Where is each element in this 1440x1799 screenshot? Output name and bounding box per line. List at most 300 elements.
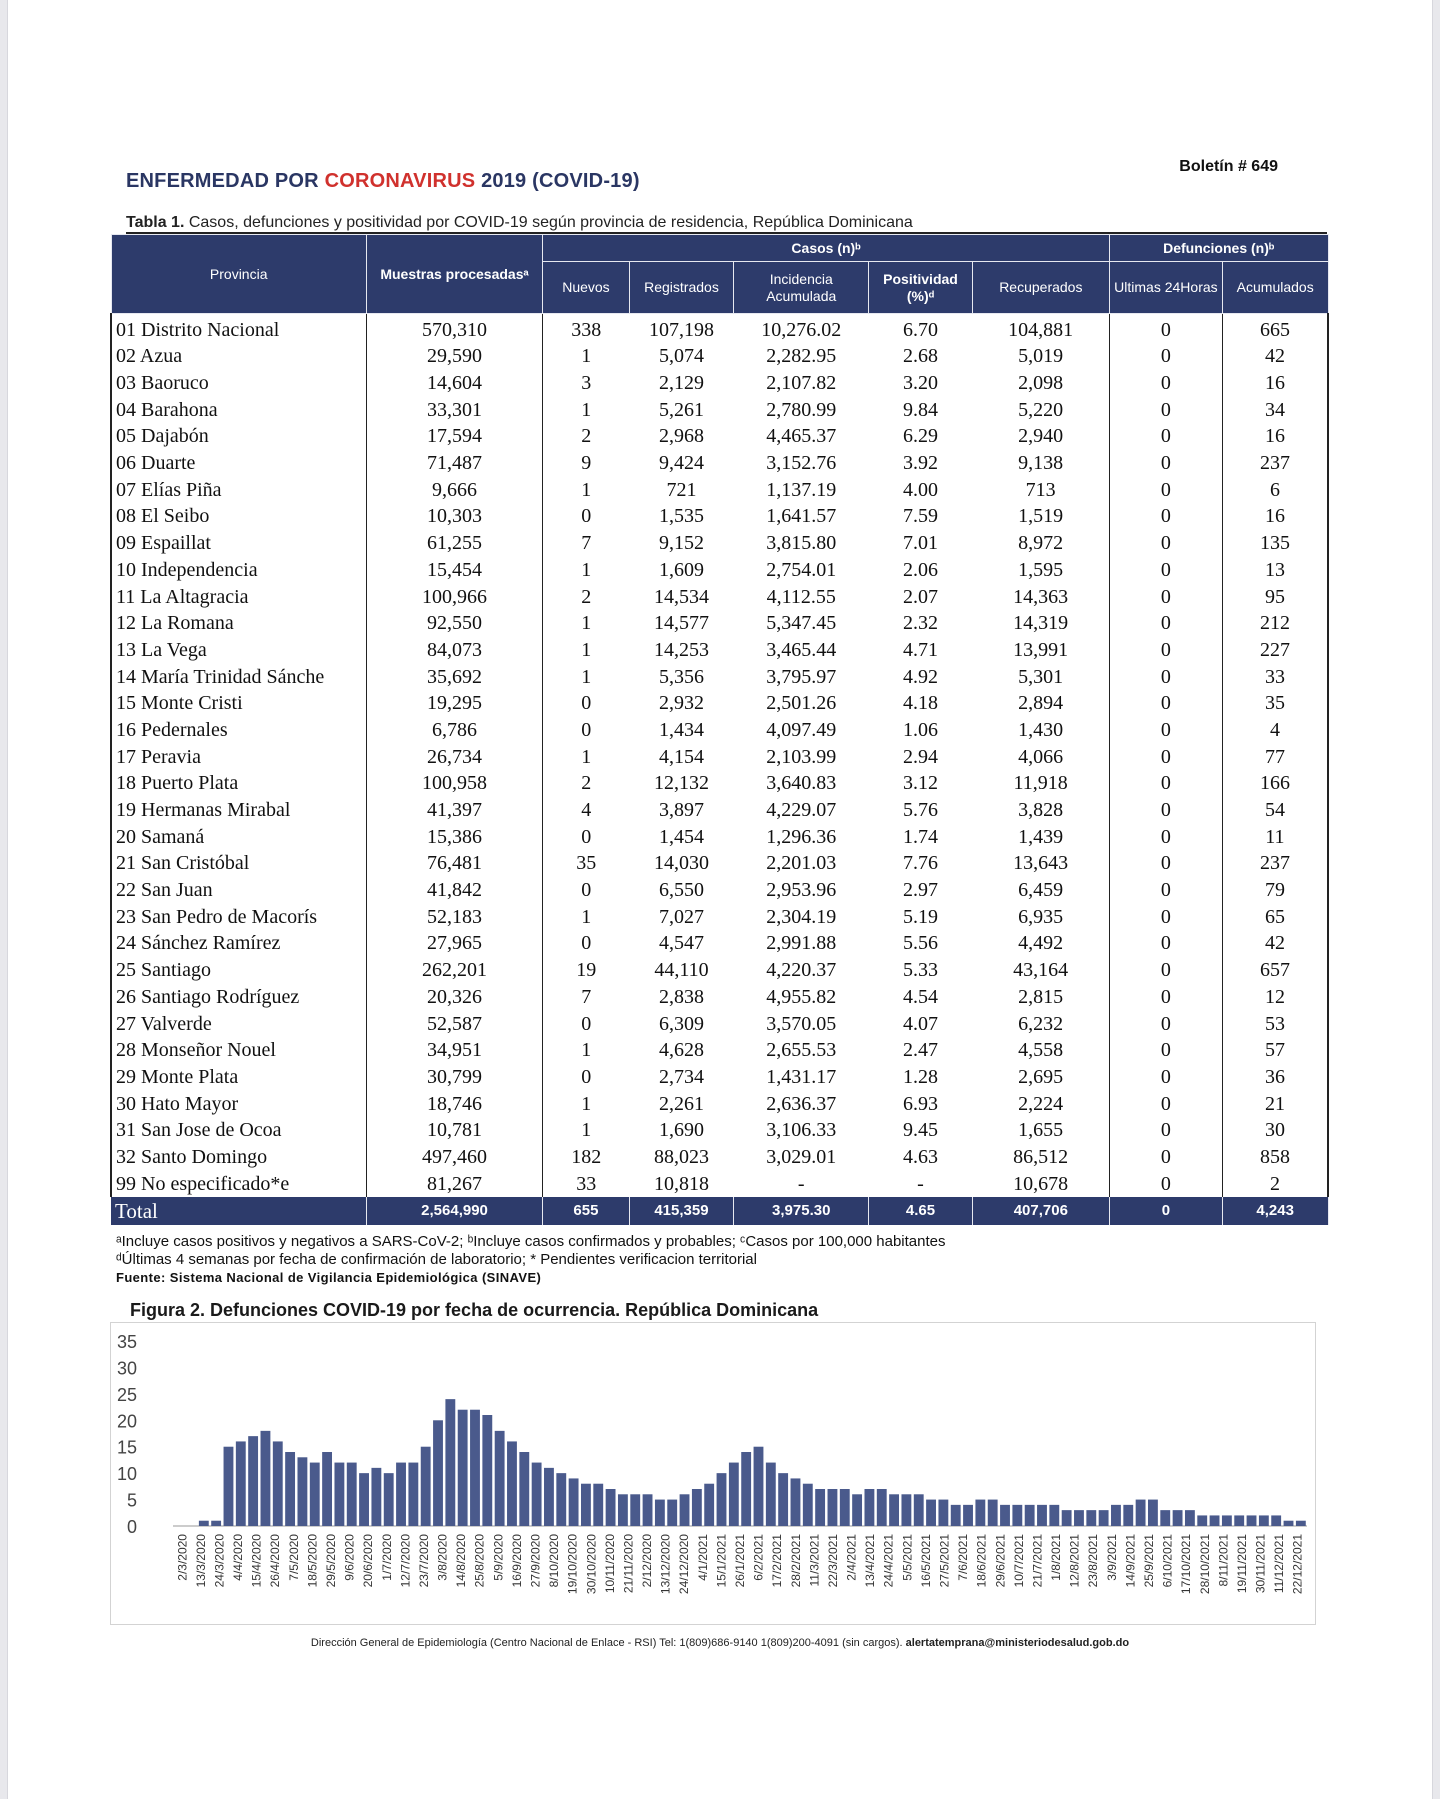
chart-bar bbox=[1160, 1510, 1170, 1526]
chart-bar bbox=[495, 1431, 505, 1526]
table-cell: 0 bbox=[1109, 1064, 1222, 1091]
table-cell: 76,481 bbox=[366, 850, 542, 877]
table-cell: 2,501.26 bbox=[766, 692, 837, 715]
col-ultimas: Ultimas 24Horas bbox=[1109, 262, 1222, 314]
table-cell: 53 bbox=[1264, 1012, 1285, 1035]
table-cell: 0 bbox=[1109, 557, 1222, 584]
table-cell: 0 bbox=[1109, 930, 1222, 957]
table-cell: 497,460 bbox=[366, 1144, 542, 1171]
province-name: 30 Hato Mayor bbox=[111, 1090, 366, 1117]
table-cell: - bbox=[797, 1172, 805, 1195]
title-part-2: CORONAVIRUS bbox=[324, 170, 476, 192]
table-cell: 2 bbox=[581, 772, 592, 795]
table-cell: 9,666 bbox=[366, 476, 542, 503]
chart-bar bbox=[803, 1484, 813, 1526]
table-cell: 3,795.97 bbox=[766, 665, 837, 688]
table-cell: 5.76 bbox=[903, 799, 938, 822]
x-tick-label: 2/3/2020 bbox=[175, 1534, 190, 1581]
table-cell: 9,424 bbox=[658, 452, 704, 475]
table-cell: 1,535 bbox=[658, 505, 704, 528]
table-cell: 8,972 bbox=[972, 530, 1109, 557]
table-cell: 0 bbox=[1109, 743, 1222, 770]
table-row bbox=[111, 743, 1328, 770]
table-cell: 13,643 bbox=[972, 850, 1109, 877]
table-cell: 0 bbox=[1109, 877, 1222, 904]
chart-bar bbox=[766, 1463, 776, 1526]
chart-bar bbox=[1234, 1515, 1244, 1526]
table-cell: 9.45 bbox=[903, 1119, 938, 1142]
x-tick-label: 13/12/2020 bbox=[658, 1534, 673, 1595]
bulletin-number: Boletín # 649 bbox=[1179, 158, 1278, 175]
table-row bbox=[111, 663, 1328, 690]
x-tick-label: 27/5/2021 bbox=[937, 1534, 952, 1588]
table-cell: 0 bbox=[1109, 1117, 1222, 1144]
x-tick-label: 19/10/2020 bbox=[565, 1534, 580, 1595]
x-tick-label: 2/12/2020 bbox=[640, 1534, 655, 1588]
y-tick-label: 30 bbox=[116, 1358, 137, 1379]
table-cell: 16 bbox=[1264, 372, 1285, 395]
table-cell: 6.29 bbox=[903, 425, 938, 448]
table-footer bbox=[111, 1197, 1328, 1225]
table-cell: 2,754.01 bbox=[766, 558, 837, 581]
chart-bar bbox=[704, 1484, 714, 1526]
table-cell: 2,224 bbox=[972, 1090, 1109, 1117]
table-cell: 10,303 bbox=[366, 503, 542, 530]
table-cell: 100,958 bbox=[366, 770, 542, 797]
x-tick-label: 10/7/2021 bbox=[1011, 1534, 1026, 1588]
province-name: 20 Samaná bbox=[111, 823, 366, 850]
total-row bbox=[111, 1197, 1328, 1225]
chart-bar bbox=[1271, 1515, 1281, 1526]
table-cell: 1 bbox=[581, 1092, 592, 1115]
table-row bbox=[111, 583, 1328, 610]
table-cell: 2,695 bbox=[972, 1064, 1109, 1091]
table-cell: 12,132 bbox=[653, 772, 709, 795]
table-cell: 3 bbox=[581, 372, 592, 395]
table-cell: 1,454 bbox=[658, 825, 704, 848]
table-cell: 79 bbox=[1264, 879, 1285, 902]
x-tick-label: 11/3/2021 bbox=[807, 1534, 822, 1587]
total-cell: 2,564,990 bbox=[366, 1197, 542, 1225]
x-tick-label: 4/1/2021 bbox=[695, 1534, 710, 1581]
total-cell: 0 bbox=[1109, 1197, 1222, 1225]
table-cell: 2,953.96 bbox=[766, 879, 837, 902]
x-tick-label: 22/12/2021 bbox=[1290, 1534, 1305, 1595]
x-tick-label: 25/9/2021 bbox=[1141, 1534, 1156, 1588]
chart-bar bbox=[334, 1463, 344, 1526]
y-tick-label: 5 bbox=[126, 1490, 137, 1511]
chart-bar bbox=[458, 1410, 468, 1526]
table-cell: 15,386 bbox=[366, 823, 542, 850]
chart-bar bbox=[741, 1452, 751, 1526]
province-name: 05 Dajabón bbox=[111, 423, 366, 450]
table-cell: 0 bbox=[1109, 717, 1222, 744]
table-row bbox=[111, 423, 1328, 450]
province-name: 13 La Vega bbox=[111, 637, 366, 664]
table-cell: 0 bbox=[1109, 637, 1222, 664]
table-cell: 30 bbox=[1264, 1119, 1285, 1142]
table-cell: 2,991.88 bbox=[766, 932, 837, 955]
table-row bbox=[111, 797, 1328, 824]
chart-bar bbox=[901, 1494, 911, 1526]
table-cell: 44,110 bbox=[654, 959, 709, 982]
table-cell: 1,431.17 bbox=[766, 1065, 837, 1088]
chart-bar bbox=[1062, 1510, 1072, 1526]
table-cell: 5,220 bbox=[972, 396, 1109, 423]
province-name: 28 Monseñor Nouel bbox=[111, 1037, 366, 1064]
x-tick-label: 1/7/2020 bbox=[379, 1534, 394, 1581]
x-tick-label: 30/10/2020 bbox=[584, 1534, 599, 1595]
table-cell: 0 bbox=[581, 505, 592, 528]
table-cell: 2.97 bbox=[903, 879, 938, 902]
table-cell: 2.68 bbox=[903, 345, 938, 368]
table-cell: 17,594 bbox=[366, 423, 542, 450]
table-row bbox=[111, 314, 1328, 344]
table-cell: 1 bbox=[581, 1039, 592, 1062]
col-provincia: Provincia bbox=[111, 235, 366, 314]
table-cell: 14,534 bbox=[653, 585, 709, 608]
table-cell: 657 bbox=[1259, 959, 1290, 982]
chart-bar bbox=[643, 1494, 653, 1526]
table-cell: 26,734 bbox=[366, 743, 542, 770]
table-cell: 2.07 bbox=[903, 585, 938, 608]
table-cell: 1,439 bbox=[972, 823, 1109, 850]
province-name: 32 Santo Domingo bbox=[111, 1144, 366, 1171]
chart-bar bbox=[261, 1431, 271, 1526]
chart-bar bbox=[224, 1447, 234, 1526]
chart-bar bbox=[1000, 1505, 1010, 1526]
table-cell: 0 bbox=[581, 692, 592, 715]
table-row bbox=[111, 903, 1328, 930]
province-name: 18 Puerto Plata bbox=[111, 770, 366, 797]
table-cell: 61,255 bbox=[366, 530, 542, 557]
table-cell: 4.71 bbox=[903, 638, 938, 661]
chart-bar bbox=[988, 1500, 998, 1526]
page-edge-left bbox=[0, 0, 8, 1799]
note-line-1: ᵃIncluye casos positivos y negativos a SARS-CoV-2; ᵇIncluye casos confirmados y probables; ᶜCasos por 100,000 habitantes bbox=[116, 1233, 946, 1250]
province-name: 14 María Trinidad Sánche bbox=[111, 663, 366, 690]
x-tick-label: 25/8/2020 bbox=[472, 1534, 487, 1588]
table-cell: 0 bbox=[1109, 610, 1222, 637]
table-cell: 71,487 bbox=[366, 450, 542, 477]
table-cell: 5,356 bbox=[658, 665, 704, 688]
table-cell: 0 bbox=[1109, 396, 1222, 423]
table-cell: 5,301 bbox=[972, 663, 1109, 690]
table-cell: 2,129 bbox=[658, 372, 704, 395]
table-cell: 2.32 bbox=[903, 612, 938, 635]
col-positividad: Positividad (%)ᵈ bbox=[869, 262, 972, 314]
deaths-chart-svg bbox=[111, 1323, 1317, 1626]
province-name: 23 San Pedro de Macorís bbox=[111, 903, 366, 930]
table-cell: 10,276.02 bbox=[761, 319, 842, 341]
table-cell: 3.92 bbox=[903, 452, 938, 475]
table-cell: 6,232 bbox=[972, 1010, 1109, 1037]
table-cell: 1,641.57 bbox=[766, 505, 837, 528]
col-muestras: Muestras procesadasᵃ bbox=[366, 235, 542, 314]
table-cell: 7.76 bbox=[903, 852, 938, 875]
table-cell: 1.74 bbox=[903, 825, 938, 848]
table-cell: 2,655.53 bbox=[766, 1039, 837, 1062]
chart-bar bbox=[938, 1500, 948, 1526]
table-cell: 0 bbox=[1109, 663, 1222, 690]
chart-bar bbox=[507, 1441, 517, 1526]
title-part-1: ENFERMEDAD POR bbox=[126, 170, 325, 192]
chart-bar bbox=[544, 1468, 554, 1526]
table-cell: 41,397 bbox=[366, 797, 542, 824]
table-cell: 2,894 bbox=[972, 690, 1109, 717]
table-cell: 4,465.37 bbox=[766, 425, 837, 448]
table-row bbox=[111, 1037, 1328, 1064]
table-cell: 7 bbox=[581, 532, 592, 555]
table-cell: 4,547 bbox=[658, 932, 704, 955]
table-cell: 2,734 bbox=[658, 1065, 704, 1088]
table-cell: 19,295 bbox=[366, 690, 542, 717]
chart-bar bbox=[1185, 1510, 1195, 1526]
table-cell: 5,347.45 bbox=[766, 612, 837, 635]
table-cell: 0 bbox=[581, 932, 592, 955]
chart-bar bbox=[556, 1473, 566, 1526]
x-tick-label: 10/11/2020 bbox=[602, 1534, 617, 1594]
table-cell: 570,310 bbox=[366, 314, 542, 344]
table-cell: 4.00 bbox=[903, 478, 938, 501]
chart-bar bbox=[359, 1473, 369, 1526]
chart-bar bbox=[470, 1410, 480, 1526]
table-cell: 107,198 bbox=[648, 319, 714, 341]
province-name: 31 San Jose de Ocoa bbox=[111, 1117, 366, 1144]
x-tick-label: 15/1/2021 bbox=[714, 1534, 729, 1588]
table-cell: 2,261 bbox=[658, 1092, 704, 1115]
x-tick-label: 18/5/2020 bbox=[305, 1534, 320, 1588]
table-cell: 0 bbox=[1109, 797, 1222, 824]
province-name: 25 Santiago bbox=[111, 957, 366, 984]
table-caption-label: Tabla 1. bbox=[126, 214, 185, 231]
table-row bbox=[111, 717, 1328, 744]
table-cell: 1 bbox=[581, 745, 592, 768]
chart-bar bbox=[914, 1494, 924, 1526]
table-cell: 0 bbox=[1109, 850, 1222, 877]
table-cell: 0 bbox=[581, 1012, 592, 1035]
table-cell: 52,587 bbox=[366, 1010, 542, 1037]
table-notes bbox=[116, 1233, 946, 1287]
table-row bbox=[111, 450, 1328, 477]
table-cell: 1 bbox=[581, 612, 592, 635]
chart-bar bbox=[889, 1494, 899, 1526]
table-cell: 9 bbox=[581, 452, 592, 475]
chart-bar bbox=[951, 1505, 961, 1526]
table-cell: 5,019 bbox=[972, 343, 1109, 370]
table-cell: 4,628 bbox=[658, 1039, 704, 1062]
x-tick-label: 14/9/2021 bbox=[1123, 1534, 1138, 1588]
chart-bar bbox=[285, 1452, 295, 1526]
table-cell: 3,106.33 bbox=[766, 1119, 837, 1142]
x-tick-label: 5/5/2021 bbox=[900, 1534, 915, 1581]
table-cell: 19 bbox=[576, 959, 597, 982]
chart-bar bbox=[482, 1415, 492, 1526]
col-incidencia: Incidencia Acumulada bbox=[734, 262, 869, 314]
table-cell: 2,304.19 bbox=[766, 905, 837, 928]
table-cell: 1 bbox=[581, 1119, 592, 1142]
chart-bar bbox=[1123, 1505, 1133, 1526]
table-cell: 7.59 bbox=[903, 505, 938, 528]
province-name: 07 Elías Piña bbox=[111, 476, 366, 503]
chart-bar bbox=[828, 1489, 838, 1526]
table-cell: 18,746 bbox=[366, 1090, 542, 1117]
x-tick-label: 20/6/2020 bbox=[361, 1534, 376, 1588]
table-cell: 2 bbox=[1269, 1172, 1280, 1195]
table-cell: 104,881 bbox=[972, 314, 1109, 344]
table-cell: 2,932 bbox=[658, 692, 704, 715]
table-cell: 9,138 bbox=[972, 450, 1109, 477]
x-tick-label: 16/9/2020 bbox=[509, 1534, 524, 1588]
table-cell: 5,261 bbox=[658, 398, 704, 421]
table-row bbox=[111, 370, 1328, 397]
table-cell: 5.56 bbox=[903, 932, 938, 955]
province-name: 01 Distrito Nacional bbox=[111, 314, 366, 344]
x-tick-label: 14/8/2020 bbox=[454, 1534, 469, 1588]
chart-bar bbox=[1284, 1521, 1294, 1526]
x-tick-label: 23/8/2021 bbox=[1086, 1534, 1101, 1588]
table-row bbox=[111, 530, 1328, 557]
total-cell: 415,359 bbox=[629, 1197, 733, 1225]
x-tick-label: 28/10/2021 bbox=[1197, 1534, 1212, 1595]
table-cell: 1,609 bbox=[658, 558, 704, 581]
page-title bbox=[126, 170, 640, 193]
table-cell: 33,301 bbox=[366, 396, 542, 423]
chart-bar bbox=[1111, 1505, 1121, 1526]
table-cell: 3,828 bbox=[972, 797, 1109, 824]
table-row bbox=[111, 1010, 1328, 1037]
table-cell: 1,137.19 bbox=[766, 478, 837, 501]
table-row bbox=[111, 557, 1328, 584]
chart-bar bbox=[384, 1473, 394, 1526]
table-cell: 4,492 bbox=[972, 930, 1109, 957]
table-cell: 4,220.37 bbox=[766, 959, 837, 982]
chart-bar bbox=[1086, 1510, 1096, 1526]
chart-bar bbox=[692, 1489, 702, 1526]
table-cell: 6,309 bbox=[658, 1012, 704, 1035]
group-casos: Casos (n)ᵇ bbox=[543, 235, 1110, 262]
table-row bbox=[111, 503, 1328, 530]
chart-bar bbox=[791, 1478, 801, 1526]
table-cell: 0 bbox=[581, 1065, 592, 1088]
x-tick-label: 17/2/2021 bbox=[770, 1534, 785, 1588]
table-cell: 54 bbox=[1264, 799, 1285, 822]
chart-bar bbox=[1197, 1515, 1207, 1526]
table-cell: 182 bbox=[571, 1145, 602, 1168]
chart-bar bbox=[1173, 1510, 1183, 1526]
chart-bar bbox=[717, 1473, 727, 1526]
table-cell: 4,112.55 bbox=[766, 585, 836, 608]
chart-bar bbox=[408, 1463, 418, 1526]
title-part-3: 2019 (COVID-19) bbox=[475, 170, 640, 192]
table-cell: 1.06 bbox=[903, 718, 938, 741]
table-cell: 13 bbox=[1264, 558, 1285, 581]
table-cell: 33 bbox=[1264, 665, 1285, 688]
table-cell: 29,590 bbox=[366, 343, 542, 370]
table-cell: 4,154 bbox=[658, 745, 704, 768]
x-tick-label: 5/9/2020 bbox=[491, 1534, 506, 1581]
x-tick-label: 3/9/2021 bbox=[1104, 1534, 1119, 1581]
chart-bar bbox=[433, 1420, 443, 1526]
x-tick-label: 27/9/2020 bbox=[528, 1534, 543, 1588]
table-cell: 4.92 bbox=[903, 665, 938, 688]
x-tick-label: 13/3/2020 bbox=[193, 1534, 208, 1588]
table-cell: 237 bbox=[1259, 852, 1290, 875]
table-cell: 2.06 bbox=[903, 558, 938, 581]
table-row bbox=[111, 1170, 1328, 1197]
table-row bbox=[111, 476, 1328, 503]
y-tick-label: 15 bbox=[116, 1437, 137, 1458]
chart-bar bbox=[877, 1489, 887, 1526]
x-tick-label: 2/4/2021 bbox=[844, 1534, 859, 1581]
table-cell: 262,201 bbox=[366, 957, 542, 984]
table-row bbox=[111, 1064, 1328, 1091]
cases-table bbox=[110, 234, 1329, 1225]
province-name: 09 Espaillat bbox=[111, 530, 366, 557]
table-cell: 665 bbox=[1259, 319, 1290, 341]
total-label: Total bbox=[111, 1197, 366, 1225]
province-name: 22 San Juan bbox=[111, 877, 366, 904]
table-cell: 6 bbox=[1269, 478, 1280, 501]
chart-bar bbox=[310, 1463, 320, 1526]
table-cell: 88,023 bbox=[653, 1145, 709, 1168]
table-cell: 1,655 bbox=[972, 1117, 1109, 1144]
table-cell: 10,781 bbox=[366, 1117, 542, 1144]
y-tick-label: 0 bbox=[126, 1517, 137, 1537]
table-cell: 3,570.05 bbox=[766, 1012, 837, 1035]
province-name: 24 Sánchez Ramírez bbox=[111, 930, 366, 957]
chart-bar bbox=[680, 1494, 690, 1526]
table-cell: 35 bbox=[576, 852, 597, 875]
chart-bar bbox=[655, 1500, 665, 1526]
table-cell: 2.47 bbox=[903, 1039, 938, 1062]
table-cell: 1,434 bbox=[658, 718, 704, 741]
x-tick-label: 26/4/2020 bbox=[268, 1534, 283, 1588]
chart-bar bbox=[519, 1452, 529, 1526]
chart-bar bbox=[754, 1447, 764, 1526]
table-cell: 14,253 bbox=[653, 638, 709, 661]
y-tick-label: 25 bbox=[116, 1384, 137, 1405]
x-tick-label: 7/6/2021 bbox=[956, 1534, 971, 1581]
table-cell: 1 bbox=[581, 905, 592, 928]
x-tick-label: 22/3/2021 bbox=[825, 1534, 840, 1588]
col-registrados: Registrados bbox=[629, 262, 733, 314]
table-cell: 4 bbox=[581, 799, 592, 822]
table-cell: 1 bbox=[581, 638, 592, 661]
y-tick-label: 20 bbox=[116, 1411, 137, 1432]
table-cell: 4.54 bbox=[903, 985, 938, 1008]
table-cell: 1,430 bbox=[972, 717, 1109, 744]
table-cell: 21 bbox=[1264, 1092, 1285, 1115]
x-tick-label: 28/2/2021 bbox=[788, 1534, 803, 1588]
x-tick-label: 9/6/2020 bbox=[342, 1534, 357, 1581]
table-cell: 2,940 bbox=[972, 423, 1109, 450]
chart-bar bbox=[630, 1494, 640, 1526]
chart-bar bbox=[1210, 1515, 1220, 1526]
table-cell: 858 bbox=[1259, 1145, 1290, 1168]
table-row bbox=[111, 877, 1328, 904]
total-cell: 3,975.30 bbox=[734, 1197, 869, 1225]
table-cell: 36 bbox=[1264, 1065, 1285, 1088]
table-cell: 35,692 bbox=[366, 663, 542, 690]
province-name: 15 Monte Cristi bbox=[111, 690, 366, 717]
table-cell: 10,818 bbox=[653, 1172, 709, 1195]
table-body bbox=[111, 314, 1328, 1198]
table-cell: 6.70 bbox=[903, 319, 938, 341]
chart-bar bbox=[852, 1494, 862, 1526]
x-tick-label: 26/1/2021 bbox=[733, 1534, 747, 1588]
chart-bar bbox=[421, 1447, 431, 1526]
